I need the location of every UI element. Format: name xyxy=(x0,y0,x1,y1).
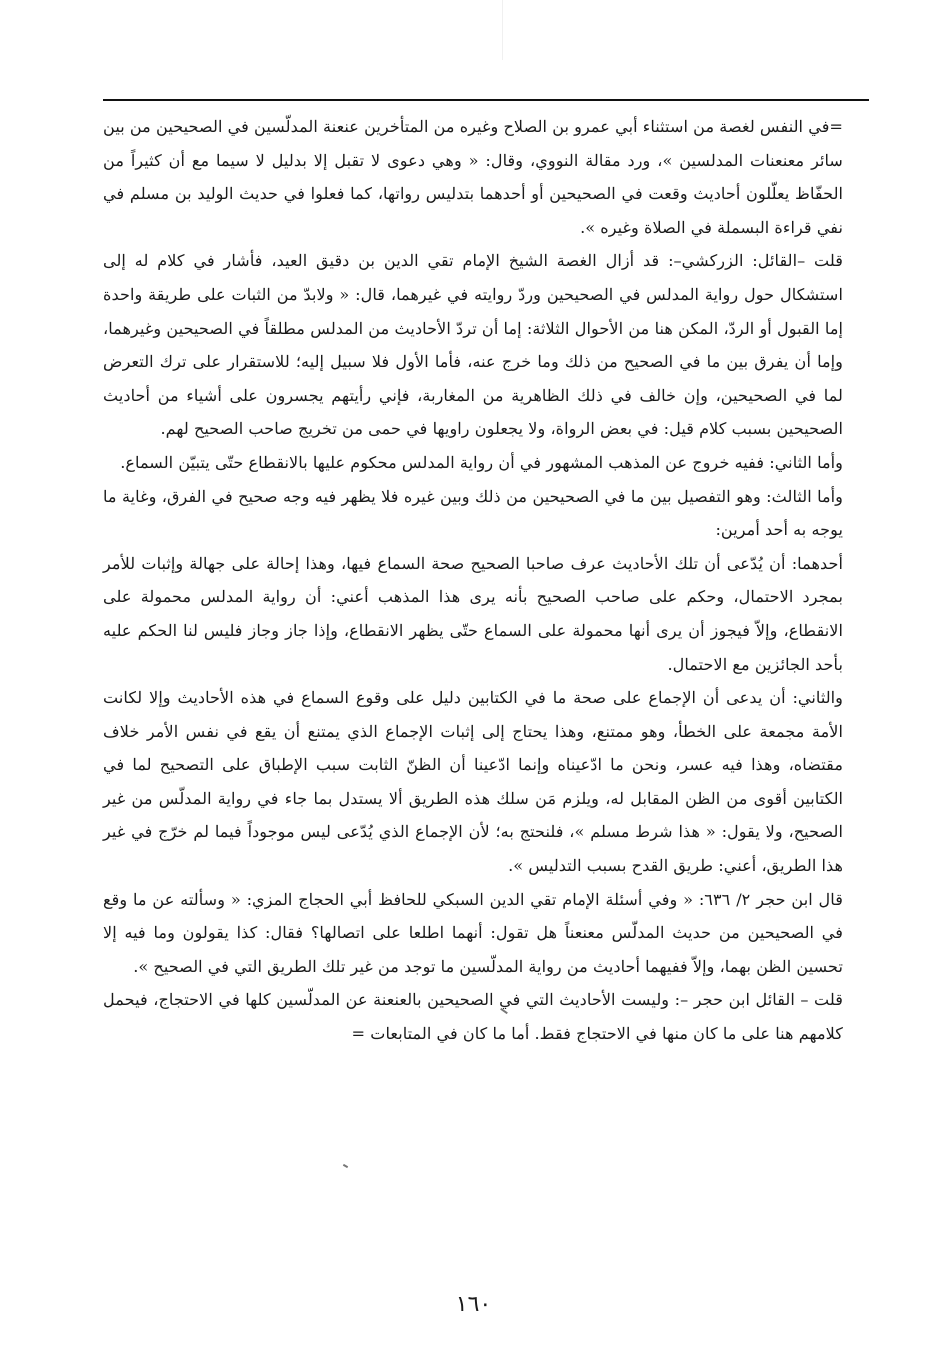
footnote-separator-rule xyxy=(103,99,869,101)
footnote-text-block xyxy=(103,110,843,1051)
page-number: ١٦٠ xyxy=(455,1292,492,1317)
scan-artifact-line xyxy=(502,0,503,60)
paragraph-8: قلت – القائل ابن حجر –: وليست الأحاديث التي في الصحيحين بالعنعنة عن المدلّسين كلها في الاحتجاج، فيحمل كلامهم هنا على ما كان منها في الاحتجاج فقط. أما ما كان في المتابعات = xyxy=(103,990,843,1044)
paragraph-3: وأما الثاني: ففيه خروج عن المذهب المشهور في أن رواية المدلس محكوم عليها بالانقطاع حتّى يتبيّن السماع. xyxy=(120,452,843,472)
paragraph-7: قال ابن حجر ٢/ ٦٣٦: « وفي أسئلة الإمام تقي الدين السبكي للحافظ أبي الحجاج المزي: « وسألته عن ما وقع في الصحيحين من حديث المدلّس معنعناً هل تقول: أنهما اطلعا على اتصالها؟ فقال: كذا يقولون وما فيه إلا تحسين الظن بهما، وإلاّ ففيهما أحاديث من رواية المدلّسين ما توجد من غير تلك الطريق التي في الصحيح ». xyxy=(103,889,843,976)
paragraph-1: =في النفس لغصة من استثناء أبي عمرو بن الصلاح وغيره من المتأخرين عنعنة المدلّسين في الصحيحين من بين سائر معنعنات المدلسين »، ورد مقالة النووي، وقال: « وهي دعوى لا تقبل إلا بدليل لا سيما مع أن كثيراً من الحفّاظ يعلّلون أحاديث وقعت في الصحيحين أو أحدهما بتدليس رواتها، كما فعلوا في حديث الوليد بن مسلم في نفي قراءة البسملة في الصلاة وغيره ». xyxy=(103,117,843,237)
paragraph-4: وأما الثالث: وهو التفصيل بين ما في الصحيحين من ذلك وبين غيره فلا يظهر فيه وجه صحيح في الفرق، وغاية ما يوجه به أحد أمرين: xyxy=(103,486,843,540)
scan-speck xyxy=(343,1164,348,1168)
paragraph-2: قلت –القائل: الزركشي–: قد أزال الغصة الشيخ الإمام تقي الدين بن دقيق العيد، فأشار في كلام له إلى استشكال حول رواية المدلس في الصحيحين وردّ روايته في غيرهما، قال: « ولابدّ من الثبات على طريقة واحدة إما القبول أو الردّ، المكن هنا من الأحوال الثلاثة: إما أن تردّ الأحاديث من المدلس مطلقاً في الصحيحين وغيرهما، وإما أن يفرق بين ما في الصحيح من ذلك وما خرج عنه، فأما الأول فلا سبيل إليه؛ للاستقرار على ترك التعرض لما في الصحيحين، وإن خالف في ذلك الظاهرية من المغاربة، فإني رأيتهم يجسرون على أشياء من أحاديث الصحيحين بسبب كلام قيل: في بعض الرواة، ولا يجعلون راويها في حمى من تخريج صاحب الصحيح لهم. xyxy=(103,251,843,439)
paragraph-6: والثاني: أن يدعى أن الإجماع على صحة ما في الكتابين دليل على وقوع السماع في هذه الأحاديث وإلا لكانت الأمة مجمعة على الخطأ، وهو ممتنع، وهذا يحتاج إلى إثبات الإجماع الذي يمتنع أن يقع في نفس الأمر خلاف مقتضاه، وهذا فيه عسر، ونحن ما ادّعيناه وإنما ادّعينا أن الظنّ الثابت سبب الإطباق على التصحيح لما في الكتابين أقوى من الظن المقابل له، ويلزم مَن سلك هذه الطريق ألا يستدل بما جاء في رواية المدلّس من غير الصحيح، ولا يقول: « هذا شرط مسلم »، فلنحتج به؛ لأن الإجماع الذي يُدّعى ليس موجوداً فيما لم خرّج في غير هذا الطريق، أعني: طريق القدح بسبب التدليس ». xyxy=(103,688,843,876)
paragraph-5: أحدهما: أن يُدّعى أن تلك الأحاديث عرف صاحبا الصحيح صحة السماع فيها، وهذا إحالة على جهالة وإثبات للأمر بمجرد الاحتمال، وحكم على صاحب الصحيح بأنه يرى هذا المذهب أعني: أن رواية المدلس محمولة على الانقطاع، وإلاّ فيجوز أن يرى أنها محمولة على السماع حتّى يظهر الانقطاع، وإذا جاز وجاز فليس لنا الحكم عليه بأحد الجائزين مع الاحتمال. xyxy=(103,553,843,674)
